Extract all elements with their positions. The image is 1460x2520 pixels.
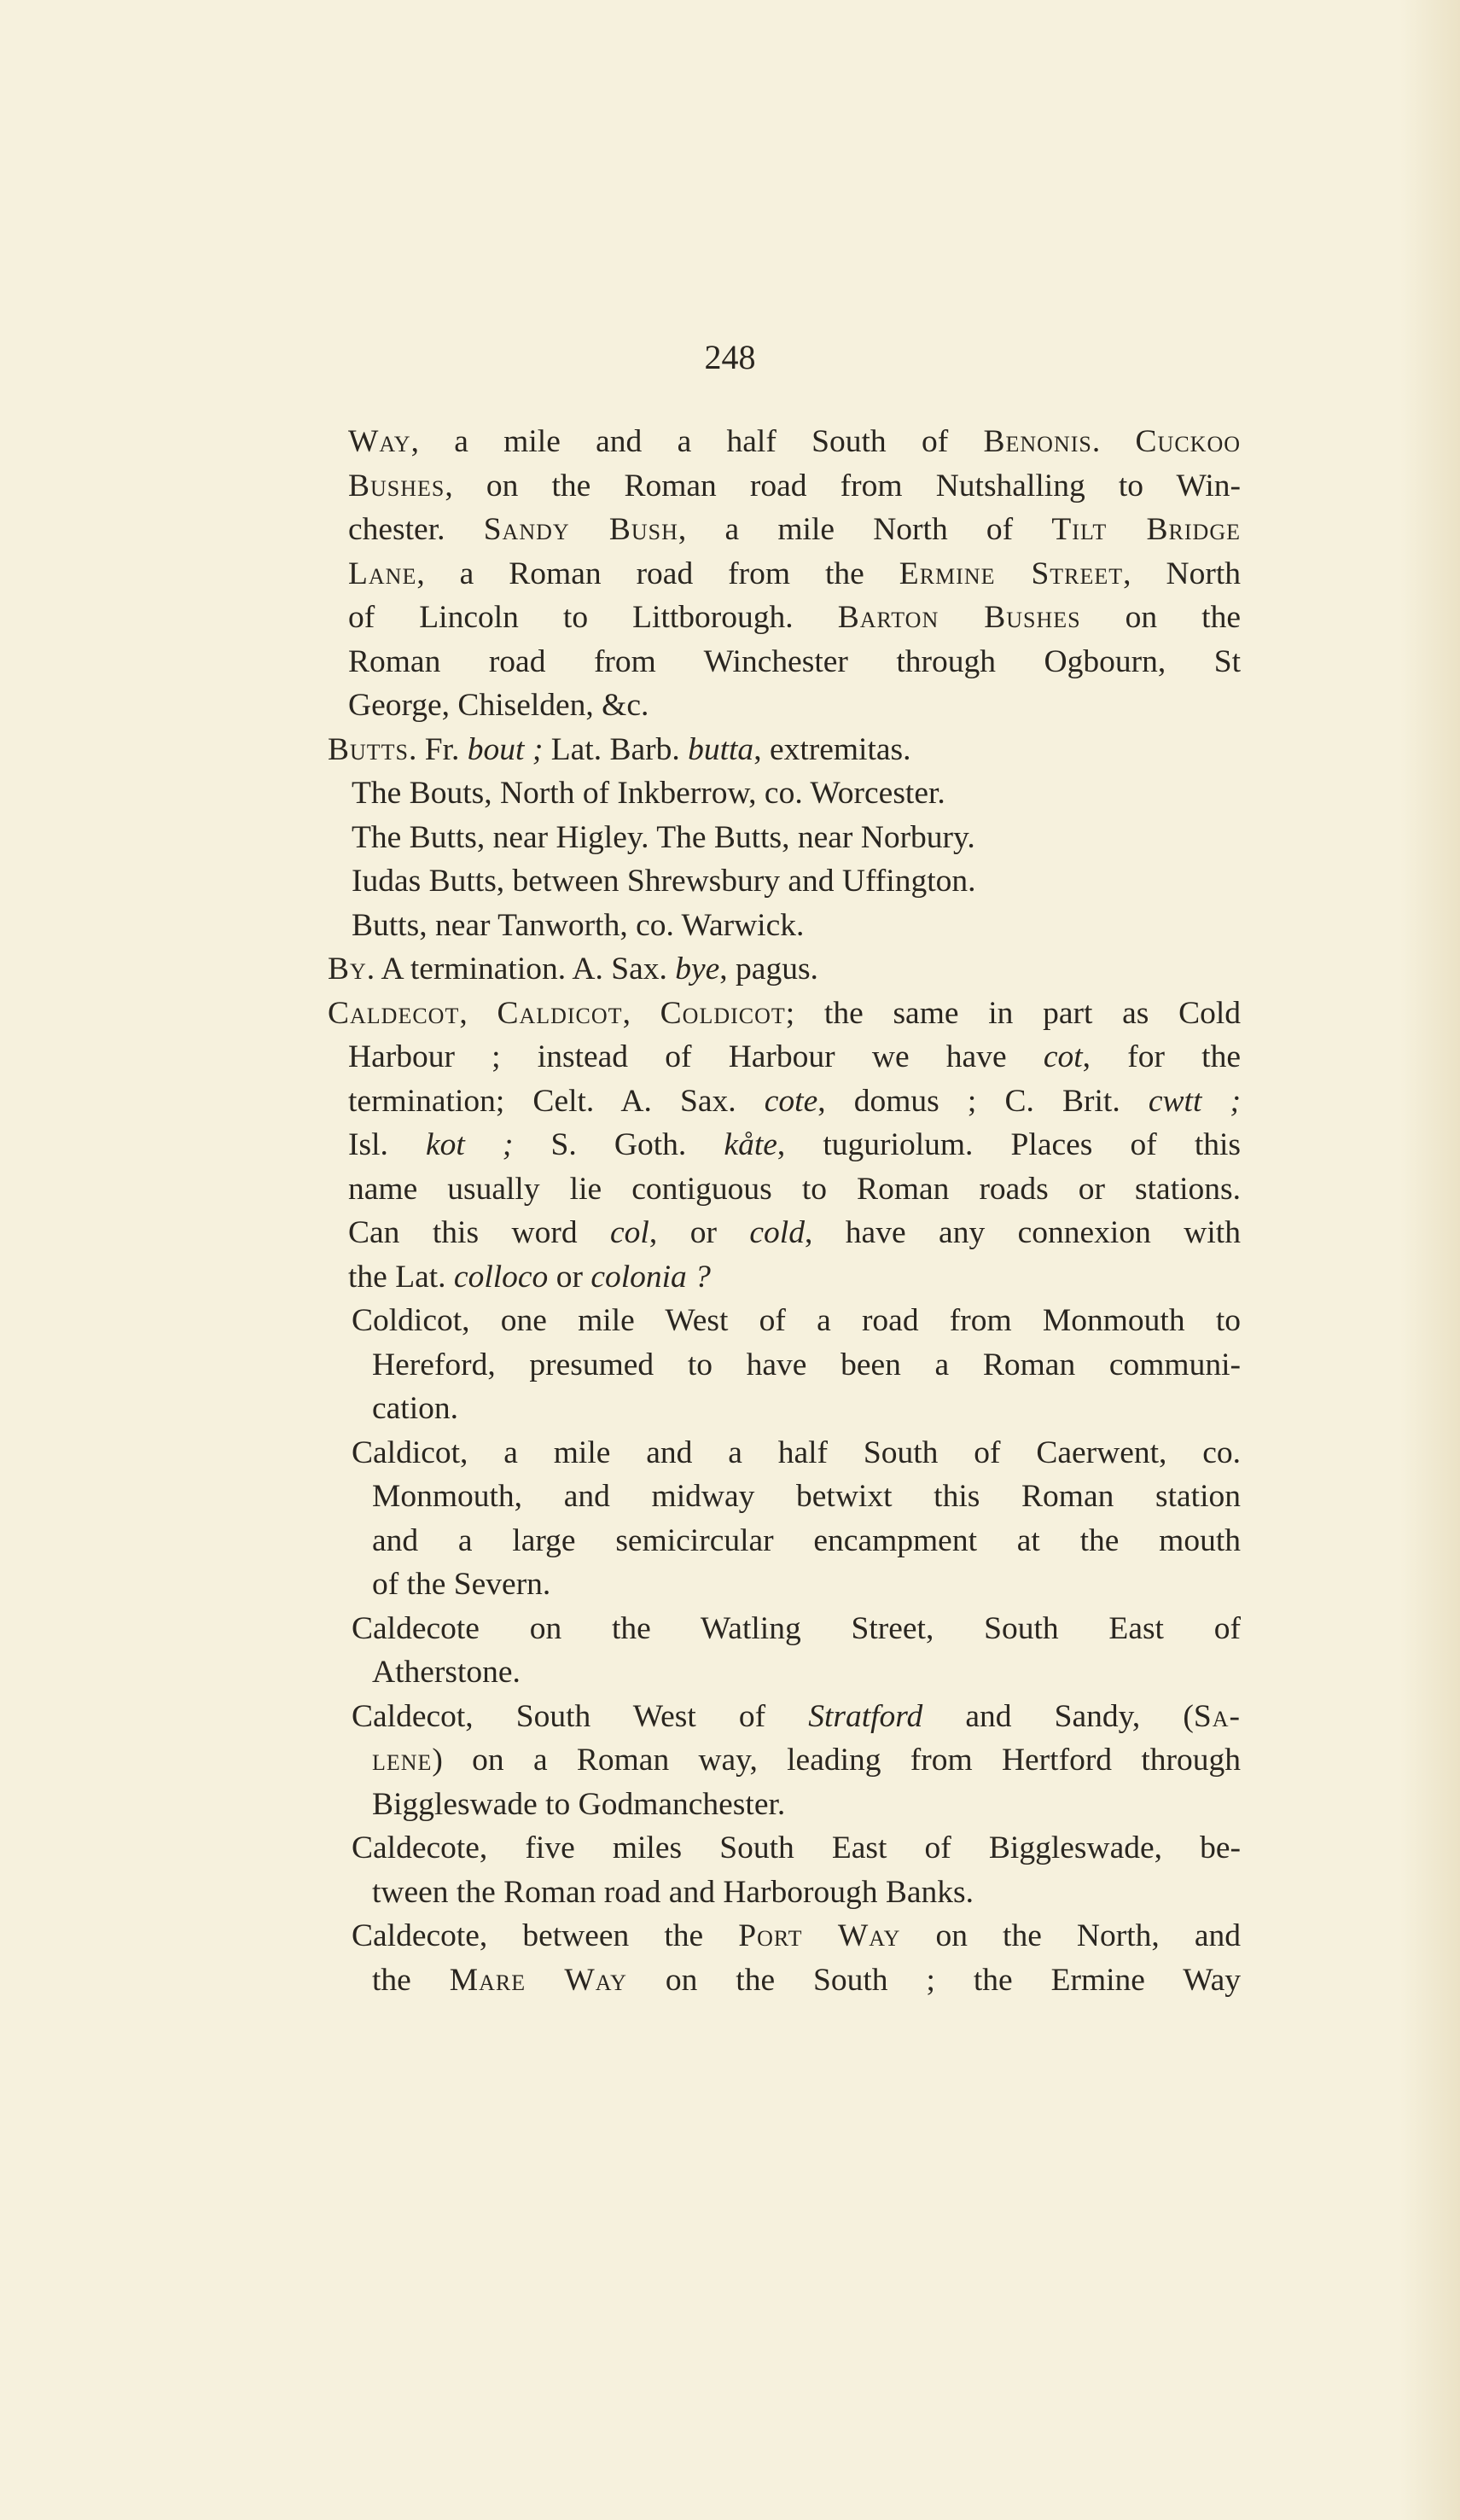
text-line: Lane, a Roman road from the Ermine Street, North <box>348 556 1241 591</box>
text-line: Biggleswade to Godmanchester. <box>372 1786 786 1822</box>
text-line: Caldecote on the Watling Street, South East of <box>352 1610 1241 1646</box>
text-line: The Bouts, North of Inkberrow, co. Worcester. <box>352 776 945 811</box>
text-line: lene) on a Roman way, leading from Hertford through <box>372 1743 1241 1778</box>
text-line: termination; Celt. A. Sax. cote, domus ; C. Brit. cwtt ; <box>348 1083 1242 1119</box>
text-line: George, Chiselden, &c. <box>348 688 649 723</box>
text-line: the Lat. colloco or colonia ? <box>348 1259 711 1295</box>
text-line: Way, a mile and a half South of Benonis. Cuckoo <box>348 424 1242 459</box>
text-line: tween the Roman road and Harborough Banks. <box>372 1874 974 1910</box>
text-line: Atherstone. <box>372 1655 521 1690</box>
text-line: chester. Sandy Bush, a mile North of Tilt Bridge <box>348 512 1241 547</box>
text-line: Coldicot, one mile West of a road from Monmouth to <box>352 1303 1241 1338</box>
text-line: Isl. kot ; S. Goth. kåte, tuguriolum. Places of this <box>348 1127 1242 1162</box>
body-text <box>328 420 1241 2002</box>
text-line: Harbour ; instead of Harbour we have cot, for the <box>348 1039 1241 1074</box>
text-line: By. A termination. A. Sax. bye, pagus. <box>328 952 818 986</box>
text-line: and a large semicircular encampment at the mouth <box>372 1522 1241 1558</box>
text-line: of Lincoln to Littborough. Barton Bushes on the <box>348 600 1241 635</box>
text-line: Caldicot, a mile and a half South of Caerwent, co. <box>352 1435 1241 1470</box>
text-line: Roman road from Winchester through Ogbourn, St <box>348 643 1241 679</box>
text-line: name usually lie contiguous to Roman roads or stations. <box>348 1171 1241 1207</box>
text-line: The Butts, near Higley. The Butts, near Norbury. <box>352 819 975 855</box>
text-line: cation. <box>372 1391 459 1426</box>
text-line: Caldecot, Caldicot, Coldicot; the same in part as Cold <box>328 995 1242 1031</box>
text-line: of the Severn. <box>372 1567 551 1602</box>
text-line: Butts, near Tanworth, co. Warwick. <box>352 907 805 943</box>
text-line: Can this word col, or cold, have any connexion with <box>348 1215 1241 1250</box>
text-line: Bushes, on the Roman road from Nutshalling to Win- <box>348 468 1241 503</box>
text-line: Caldecote, five miles South East of Biggleswade, be- <box>352 1830 1241 1865</box>
page-number: 248 <box>704 338 756 376</box>
page-edge-shadow <box>1400 0 1460 2520</box>
text-line: Butts. Fr. bout ; Lat. Barb. butta, extremitas. <box>328 731 911 767</box>
text-line: Caldecot, South West of Stratford and Sandy, (Sa- <box>352 1698 1241 1734</box>
text-line: Hereford, presumed to have been a Roman communi- <box>372 1347 1241 1382</box>
text-line: Caldecote, between the Port Way on the North, and <box>352 1918 1241 1953</box>
text-line: Iudas Butts, between Shrewsbury and Uffington. <box>352 864 976 899</box>
text-line: Monmouth, and midway betwixt this Roman station <box>372 1479 1241 1514</box>
text-line: the Mare Way on the South ; the Ermine Way <box>372 1962 1241 1998</box>
